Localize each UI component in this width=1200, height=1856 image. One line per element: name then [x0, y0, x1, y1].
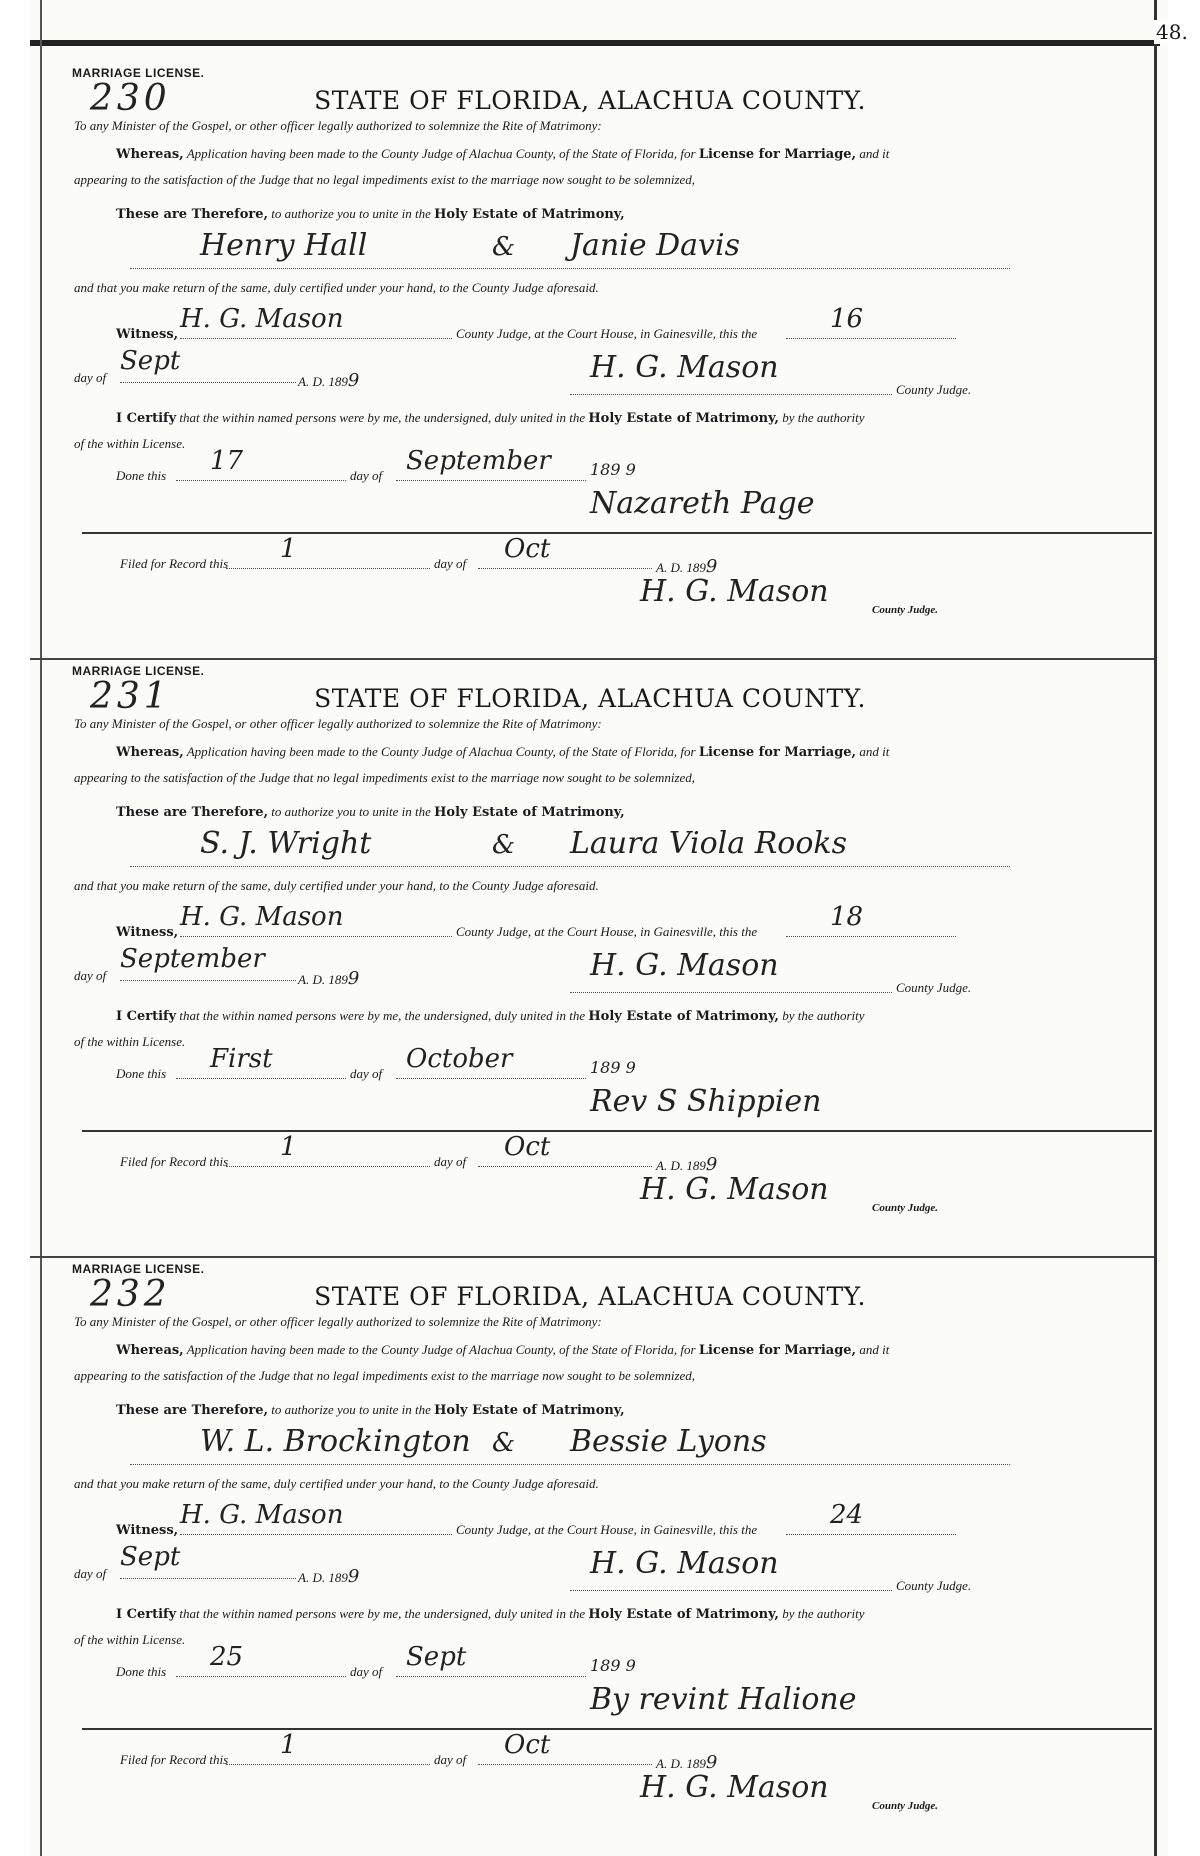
- license-label: MARRIAGE LICENSE.: [72, 66, 205, 80]
- to-any-minister-text: To any Minister of the Gospel, or other officer legally authorized to solemnize the Rite of Matrimony:: [74, 716, 602, 731]
- page-number: 48.: [1156, 20, 1188, 44]
- officiant-signature: By revint Halione: [590, 1682, 857, 1717]
- license-number: 232: [90, 1274, 171, 1315]
- filed-for-record-label: Filed for Record this: [120, 556, 229, 571]
- court-house-text: County Judge, at the Court House, in Gainesville, this the: [456, 326, 758, 341]
- done-day: 17: [210, 446, 244, 476]
- appearing-text: appearing to the satisfaction of the Judge that no legal impediments exist to the marriage now sought to be solemnized,: [74, 1368, 696, 1383]
- license-label: MARRIAGE LICENSE.: [72, 664, 205, 678]
- filed-month: Oct: [504, 1730, 551, 1760]
- holy-estate-text: Holy Estate of Matrimony,: [588, 1607, 779, 1622]
- issued-month: Sept: [120, 346, 181, 376]
- witness-line: [180, 338, 452, 339]
- ad-label: A. D. 189: [298, 972, 348, 987]
- done-month: September: [406, 446, 551, 476]
- to-authorize-text: to authorize you to unite in the: [271, 1402, 431, 1417]
- issued-day-line: [786, 936, 956, 937]
- section-rule: [82, 532, 1152, 534]
- witness-line: [180, 1534, 452, 1535]
- day-of-label: day of: [74, 968, 107, 983]
- court-house-text: County Judge, at the Court House, in Gainesville, this the: [456, 924, 758, 939]
- these-are-word: These are Therefore,: [116, 805, 269, 820]
- certify-text: that the within named persons were by me, the undersigned, duly united in the: [179, 410, 586, 425]
- issued-day: 18: [830, 902, 864, 932]
- county-judge-small-label: County Judge.: [872, 1202, 939, 1214]
- done-month: October: [406, 1044, 513, 1074]
- holy-estate-text: Holy Estate of Matrimony,: [434, 1403, 625, 1418]
- filed-year-digit: 9: [705, 1154, 718, 1175]
- witness-word: [116, 326, 178, 342]
- issued-month: September: [120, 944, 265, 974]
- county-judge-label: County Judge.: [896, 980, 972, 995]
- issued-month-line: [120, 1578, 296, 1579]
- filed-day: 1: [280, 1132, 297, 1162]
- appearing-text: appearing to the satisfaction of the Judge that no legal impediments exist to the marriage now sought to be solemnized,: [74, 172, 696, 187]
- holy-estate-text: Holy Estate of Matrimony,: [434, 805, 625, 820]
- of-within-license-text: of the within License.: [74, 1034, 186, 1049]
- filed-for-record-label: Filed for Record this: [120, 1752, 229, 1767]
- these-are-line: [116, 1402, 625, 1418]
- whereas-text: Application having been made to the County Judge of Alachua County, of the State of Florida, for: [186, 744, 696, 759]
- whereas-word: Whereas,: [116, 1343, 184, 1358]
- issued-year: [298, 968, 359, 989]
- judge-signature-line: [570, 394, 892, 395]
- holy-estate-text: Holy Estate of Matrimony,: [434, 207, 625, 222]
- license-heading: STATE OF FLORIDA, ALACHUA COUNTY.: [314, 684, 866, 713]
- officiant-signature: Nazareth Page: [590, 486, 815, 521]
- names-line: [130, 866, 1010, 867]
- issued-month-line: [120, 382, 296, 383]
- of-within-license-text: of the within License.: [74, 436, 186, 451]
- issued-year: [298, 1566, 359, 1587]
- filed-for-record-label: Filed for Record this: [120, 1154, 229, 1169]
- witness-word: [116, 1522, 178, 1538]
- filed-year-digit: 9: [705, 556, 718, 577]
- to-any-minister-text: To any Minister of the Gospel, or other officer legally authorized to solemnize the Rite of Matrimony:: [74, 1314, 602, 1329]
- license-number: 230: [90, 78, 171, 119]
- filed-day: 1: [280, 1730, 297, 1760]
- done-this-label: Done this: [116, 1066, 167, 1081]
- ad-label: A. D. 189: [298, 1570, 348, 1585]
- filed-month-line: [478, 1764, 652, 1765]
- license-heading: STATE OF FLORIDA, ALACHUA COUNTY.: [314, 86, 866, 115]
- license-for-marriage-text: License for Marriage,: [698, 745, 857, 760]
- license-number: 231: [90, 676, 171, 717]
- names-line: [130, 268, 1010, 269]
- judge-signature: H. G. Mason: [590, 1546, 779, 1581]
- done-day: First: [210, 1044, 273, 1074]
- witness-label: Witness,: [116, 925, 179, 940]
- filed-month: Oct: [504, 1132, 551, 1162]
- groom-name: W. L. Brockington: [200, 1424, 471, 1459]
- i-certify-word: I Certify: [116, 1009, 177, 1024]
- done-day-line: [176, 1078, 346, 1079]
- done-day-line: [176, 480, 346, 481]
- court-house-text: County Judge, at the Court House, in Gainesville, this the: [456, 1522, 758, 1537]
- return-text: and that you make return of the same, duly certified under your hand, to the County Judge aforesaid.: [74, 878, 599, 893]
- names-line: [130, 1464, 1010, 1465]
- holy-estate-text: Holy Estate of Matrimony,: [588, 1009, 779, 1024]
- filed-month: Oct: [504, 534, 551, 564]
- done-day-line: [176, 1676, 346, 1677]
- whereas-word: Whereas,: [116, 745, 184, 760]
- certify-line: [116, 410, 865, 426]
- done-year: 189 9: [590, 1058, 636, 1077]
- filed-day-line: [226, 1764, 430, 1765]
- issued-day: 24: [830, 1500, 864, 1530]
- done-year: 189 9: [590, 1656, 636, 1675]
- these-are-line: [116, 804, 625, 820]
- section-rule: [82, 1130, 1152, 1132]
- and-it-text: and it: [859, 1342, 890, 1357]
- groom-name: Henry Hall: [200, 228, 368, 263]
- issued-year-digit: 9: [347, 968, 360, 989]
- i-certify-word: I Certify: [116, 1607, 177, 1622]
- whereas-text: Application having been made to the County Judge of Alachua County, of the State of Florida, for: [186, 1342, 696, 1357]
- witness-label: Witness,: [116, 1523, 179, 1538]
- done-day: 25: [210, 1642, 244, 1672]
- witness-judge-signature: H. G. Mason: [180, 1500, 344, 1530]
- filed-day-of-label: day of: [434, 1154, 467, 1169]
- bride-name: Laura Viola Rooks: [570, 826, 847, 861]
- holy-estate-text: Holy Estate of Matrimony,: [588, 411, 779, 426]
- done-this-label: Done this: [116, 468, 167, 483]
- return-text: and that you make return of the same, duly certified under your hand, to the County Judge aforesaid.: [74, 280, 599, 295]
- filed-judge-signature: H. G. Mason: [640, 1770, 829, 1805]
- to-authorize-text: to authorize you to unite in the: [271, 804, 431, 819]
- issued-day: 16: [830, 304, 864, 334]
- ad-label: A. D. 189: [298, 374, 348, 389]
- issued-month-line: [120, 980, 296, 981]
- witness-judge-signature: H. G. Mason: [180, 902, 344, 932]
- license-heading: STATE OF FLORIDA, ALACHUA COUNTY.: [314, 1282, 866, 1311]
- issued-year-digit: 9: [347, 1566, 360, 1587]
- whereas-text: Application having been made to the County Judge of Alachua County, of the State of Florida, for: [186, 146, 696, 161]
- section-rule: [82, 1728, 1152, 1730]
- groom-name: S. J. Wright: [200, 826, 372, 861]
- filed-day-of-label: day of: [434, 556, 467, 571]
- license-for-marriage-text: License for Marriage,: [698, 1343, 857, 1358]
- to-any-minister-text: To any Minister of the Gospel, or other officer legally authorized to solemnize the Rite of Matrimony:: [74, 118, 602, 133]
- county-judge-small-label: County Judge.: [872, 1800, 939, 1812]
- issued-year-digit: 9: [347, 370, 360, 391]
- filed-ad-label: A. D. 189: [656, 560, 706, 575]
- done-day-of-label: day of: [350, 1664, 383, 1679]
- return-text: and that you make return of the same, duly certified under your hand, to the County Judge aforesaid.: [74, 1476, 599, 1491]
- done-day-of-label: day of: [350, 1066, 383, 1081]
- marriage-license: [30, 42, 1150, 622]
- filed-day-line: [226, 1166, 430, 1167]
- license-label: MARRIAGE LICENSE.: [72, 1262, 205, 1276]
- conjunction: &: [492, 1428, 516, 1458]
- witness-word: [116, 924, 178, 940]
- to-authorize-text: to authorize you to unite in the: [271, 206, 431, 221]
- witness-judge-signature: H. G. Mason: [180, 304, 344, 334]
- right-margin-rule: [1154, 0, 1157, 1856]
- filed-judge-signature: H. G. Mason: [640, 574, 829, 609]
- certify-text: that the within named persons were by me, the undersigned, duly united in the: [179, 1606, 586, 1621]
- by-authority-text: by the authority: [782, 1606, 865, 1621]
- filed-month-line: [478, 1166, 652, 1167]
- i-certify-word: I Certify: [116, 411, 177, 426]
- witness-label: Witness,: [116, 327, 179, 342]
- issued-month: Sept: [120, 1542, 181, 1572]
- judge-signature: H. G. Mason: [590, 948, 779, 983]
- marriage-license: [30, 640, 1150, 1220]
- judge-signature: H. G. Mason: [590, 350, 779, 385]
- these-are-word: These are Therefore,: [116, 207, 269, 222]
- filed-year-digit: 9: [705, 1752, 718, 1773]
- judge-signature-line: [570, 992, 892, 993]
- whereas-line: [116, 1342, 889, 1358]
- conjunction: &: [492, 830, 516, 860]
- these-are-word: These are Therefore,: [116, 1403, 269, 1418]
- issued-day-line: [786, 1534, 956, 1535]
- filed-day: 1: [280, 534, 297, 564]
- whereas-word: Whereas,: [116, 147, 184, 162]
- whereas-line: [116, 744, 889, 760]
- bride-name: Bessie Lyons: [570, 1424, 767, 1459]
- judge-signature-line: [570, 1590, 892, 1591]
- county-judge-label: County Judge.: [896, 382, 972, 397]
- by-authority-text: by the authority: [782, 1008, 865, 1023]
- filed-day-of-label: day of: [434, 1752, 467, 1767]
- by-authority-text: by the authority: [782, 410, 865, 425]
- and-it-text: and it: [859, 744, 890, 759]
- done-this-label: Done this: [116, 1664, 167, 1679]
- certify-line: [116, 1008, 865, 1024]
- done-year: 189 9: [590, 460, 636, 479]
- of-within-license-text: of the within License.: [74, 1632, 186, 1647]
- county-judge-small-label: County Judge.: [872, 604, 939, 616]
- day-of-label: day of: [74, 370, 107, 385]
- issued-day-line: [786, 338, 956, 339]
- done-month: Sept: [406, 1642, 467, 1672]
- certify-text: that the within named persons were by me, the undersigned, duly united in the: [179, 1008, 586, 1023]
- certify-line: [116, 1606, 865, 1622]
- done-month-line: [396, 480, 586, 481]
- these-are-line: [116, 206, 625, 222]
- filed-ad-label: A. D. 189: [656, 1158, 706, 1173]
- and-it-text: and it: [859, 146, 890, 161]
- county-judge-label: County Judge.: [896, 1578, 972, 1593]
- conjunction: &: [492, 232, 516, 262]
- bride-name: Janie Davis: [570, 228, 740, 263]
- filed-day-line: [226, 568, 430, 569]
- filed-month-line: [478, 568, 652, 569]
- appearing-text: appearing to the satisfaction of the Judge that no legal impediments exist to the marriage now sought to be solemnized,: [74, 770, 696, 785]
- officiant-signature: Rev S Shippien: [590, 1084, 822, 1119]
- done-month-line: [396, 1676, 586, 1677]
- whereas-line: [116, 146, 889, 162]
- witness-line: [180, 936, 452, 937]
- license-for-marriage-text: License for Marriage,: [698, 147, 857, 162]
- filed-judge-signature: H. G. Mason: [640, 1172, 829, 1207]
- done-month-line: [396, 1078, 586, 1079]
- issued-year: [298, 370, 359, 391]
- day-of-label: day of: [74, 1566, 107, 1581]
- filed-ad-label: A. D. 189: [656, 1756, 706, 1771]
- marriage-license: [30, 1238, 1150, 1818]
- done-day-of-label: day of: [350, 468, 383, 483]
